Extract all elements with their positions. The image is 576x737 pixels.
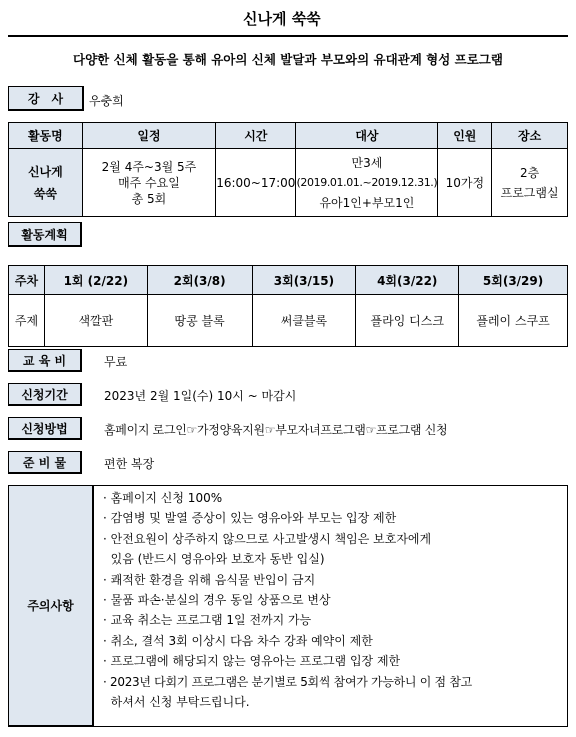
notes-item: 있음 (반드시 영유아와 보호자 동반 입실) [103, 552, 325, 567]
method-value: 홈페이지 로그인☞가정양육지원☞부모자녀프로그램☞프로그램 신청 [104, 423, 448, 437]
schedule-line: 매주 수요일 [118, 175, 180, 190]
activity-name-line: 신나게 [27, 164, 63, 179]
target-cell [296, 149, 438, 217]
notes-item: · 쾌적한 환경을 위해 음식물 반입이 금지 [103, 572, 316, 587]
topic-header: 주제 [9, 295, 45, 347]
place-line: 2층 [520, 165, 540, 180]
prep-value: 편한 복장 [104, 457, 155, 471]
target-line: 유아1인+부모1인 [319, 195, 415, 210]
header-capacity: 인원 [438, 123, 492, 149]
activity-name-line: 쑥쑥 [33, 186, 57, 201]
topic-cell: 써클블록 [252, 295, 356, 347]
notes-item: · 안전요원이 상주하지 않으므로 사고발생시 책임은 보호자에게 [103, 531, 432, 546]
topic-cell: 플레이 스쿠프 [459, 295, 568, 347]
notes-item: · 감염병 및 발열 증상이 있는 영유아와 부모는 입장 제한 [103, 511, 397, 526]
notes-item: · 프로그램에 해당되지 않는 영유아는 프로그램 입장 제한 [103, 654, 401, 669]
notes-list [103, 488, 472, 712]
week-cell: 4회(3/22) [356, 266, 459, 295]
period-value: 2023년 2월 1일(수) 10시 ~ 마감시 [104, 389, 297, 403]
page-title: 신나게 쑥쑥 [243, 10, 321, 28]
plan-table [8, 265, 568, 347]
topic-cell: 땅콩 블록 [147, 295, 252, 347]
schedule-cell [82, 149, 215, 217]
page-subtitle: 다양한 신체 활동을 통해 유아의 신체 발달과 부모와의 유대관계 형성 프로그램 [73, 52, 503, 67]
notes-item: · 홈페이지 신청 100% [103, 491, 223, 505]
capacity-cell: 10가정 [438, 149, 492, 217]
target-line: 만3세 [351, 155, 383, 170]
prep-label: 준 비 물 [8, 451, 82, 474]
method-label: 신청방법 [8, 417, 82, 440]
header-place: 장소 [492, 123, 568, 149]
week-cell: 2회(3/8) [147, 266, 252, 295]
place-cell [492, 149, 568, 217]
time-cell: 16:00~17:00 [216, 149, 296, 217]
schedule-line: 2월 4주~3월 5주 [101, 159, 197, 174]
topic-cell: 플라잉 디스크 [356, 295, 459, 347]
fee-label: 교 육 비 [8, 349, 82, 372]
activity-name-cell [9, 149, 83, 217]
notes-label: 주의사항 [8, 485, 94, 727]
week-cell: 1회 (2/22) [44, 266, 147, 295]
week-header: 주차 [9, 266, 45, 295]
topic-cell: 색깔판 [44, 295, 147, 347]
week-cell: 5회(3/29) [459, 266, 568, 295]
notes-item: · 취소, 결석 3회 이상시 다음 차수 강좌 예약이 제한 [103, 633, 373, 648]
week-cell: 3회(3/15) [252, 266, 356, 295]
notes-item: · 교육 취소는 프로그램 1일 전까지 가능 [103, 613, 312, 628]
notes-item: 하셔서 신청 부탁드립니다. [103, 695, 250, 710]
fee-value: 무료 [104, 355, 128, 369]
header-time: 시간 [216, 123, 296, 149]
header-target: 대상 [296, 123, 438, 149]
schedule-line: 총 5회 [131, 191, 167, 206]
instructor-label: 강 사 [8, 86, 84, 111]
instructor-value: 우충희 [89, 94, 124, 108]
info-table [8, 122, 568, 217]
plan-label: 활동계획 [8, 222, 82, 247]
header-activity: 활동명 [9, 123, 83, 149]
header-schedule: 일정 [82, 123, 215, 149]
notes-item: · 물품 파손·분실의 경우 동일 상품으로 변상 [103, 593, 331, 608]
title-divider [8, 35, 568, 37]
period-label: 신청기간 [8, 383, 82, 406]
notes-item: · 2023년 다회기 프로그램은 분기별로 5회씩 참여가 가능하니 이 점 참고 [103, 674, 472, 689]
place-line: 프로그램실 [500, 185, 559, 200]
target-line: (2019.01.01.~2019.12.31.) [296, 175, 438, 189]
